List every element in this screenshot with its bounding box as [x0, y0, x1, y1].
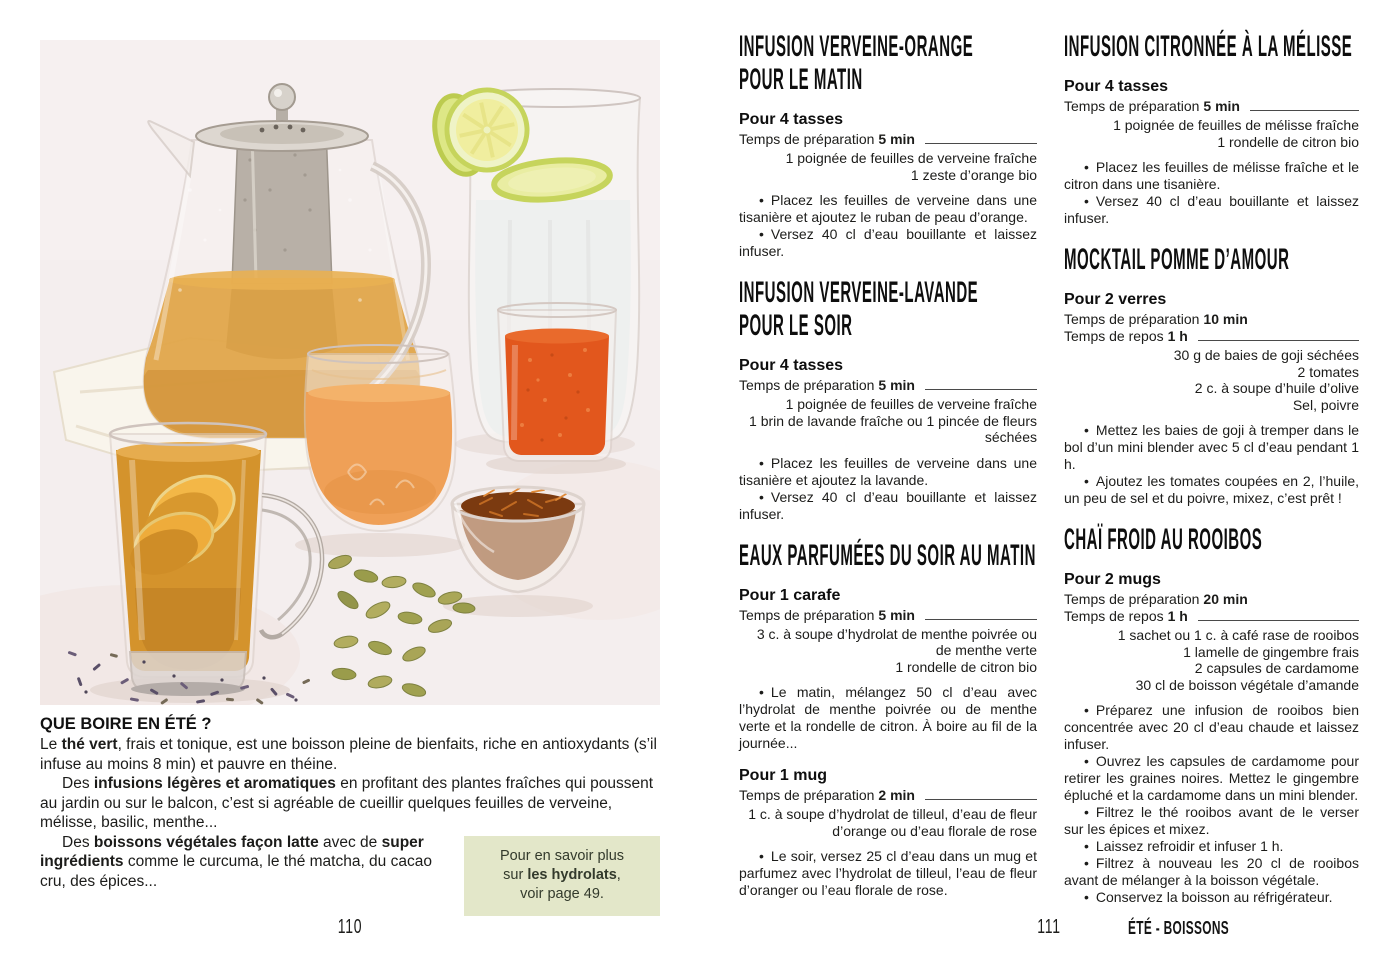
- recipe-title-line: POUR LE SOIR: [739, 309, 853, 342]
- time-label: Temps de repos: [1064, 608, 1164, 624]
- time-value: 1 h: [1167, 608, 1188, 624]
- ingredient-list: [739, 150, 1037, 183]
- ingredient-list: [1064, 347, 1359, 413]
- recipe: [739, 276, 1037, 523]
- time-line: [1064, 608, 1359, 625]
- ingredient: 1 poignée de feuilles de verveine fraîche: [785, 396, 1037, 412]
- time-line: [739, 607, 1037, 624]
- servings-label: Pour 2 mugs: [1064, 571, 1161, 588]
- recipe-title: [739, 539, 1037, 572]
- recipe-parts: [1064, 77, 1359, 227]
- step: • Le soir, versez 25 cl d’eau dans un mug et parfumez avec l’hydrolat de tilleul, l’eau de fleur d’oranger ou l’eau florale de rose.: [739, 848, 1037, 899]
- recipe-title: [739, 30, 1037, 96]
- info-box-hydrolats: [464, 836, 660, 916]
- ingredient: 30 g de baies de goji séchées: [1173, 347, 1359, 363]
- summer-drinks-photo: [40, 40, 660, 705]
- recipe-part: [739, 110, 1037, 260]
- time-rule: [925, 143, 1037, 144]
- step: • Conservez la boisson au réfrigérateur.: [1064, 889, 1359, 906]
- page-number-left: 110: [337, 916, 363, 938]
- recipe: [739, 30, 1037, 260]
- step-list: [739, 848, 1037, 899]
- recipe-part: [739, 766, 1037, 899]
- ingredient: 1 poignée de feuilles de verveine fraîche: [785, 150, 1037, 166]
- tomato-smoothie-glass: [498, 303, 616, 461]
- recipe-part: [739, 586, 1037, 753]
- time-value: 10 min: [1203, 311, 1248, 327]
- step: • Préparez une infusion de rooibos bien concentrée avec 20 cl d’eau chaude et laissez infuser.: [1064, 702, 1359, 753]
- ingredient: 30 cl de boisson végétale d’amande: [1135, 676, 1359, 693]
- time-label: Temps de repos: [1064, 328, 1164, 344]
- info-box-line: sur les hydrolats,: [503, 866, 621, 883]
- info-box-line: Pour en savoir plus: [499, 847, 625, 864]
- step: • Placez les feuilles de verveine dans une tisanière et ajoutez le ruban de peau d’orange.: [739, 192, 1037, 226]
- servings-label: Pour 1 mug: [739, 767, 828, 784]
- time-label: Temps de préparation: [1064, 311, 1200, 327]
- chai-latte-glass: [305, 345, 456, 531]
- time-value: 1 h: [1167, 328, 1188, 344]
- recipe-part: [1064, 77, 1359, 227]
- time-lines: [739, 377, 1037, 394]
- recipe-title-line: INFUSION CITRONNÉE À LA MÉLISSE: [1064, 30, 1353, 63]
- step: • Versez 40 cl d’eau bouillante et laissez infuser.: [739, 489, 1037, 523]
- bottom-row: [40, 833, 660, 916]
- time-line: [1064, 328, 1359, 345]
- recipe-parts: [739, 586, 1037, 900]
- ingredient: Sel, poivre: [1292, 396, 1359, 413]
- chapter-footer: ÉTÉ - BOISSONS: [1128, 918, 1230, 938]
- step: • Ouvrez les capsules de cardamome pour retirer les graines noires. Mettez le gingembre épluché et la cardamome dans un mini blender.: [1064, 753, 1359, 804]
- recipe-parts: [1064, 290, 1359, 507]
- recipe-title: [739, 276, 1037, 342]
- left-page-heading: QUE BOIRE EN ÉTÉ ?: [40, 715, 212, 733]
- recipe-title-line: EAUX PARFUMÉES DU SOIR AU MATIN: [739, 538, 1036, 572]
- time-label: Temps de préparation: [739, 131, 875, 147]
- time-line: [1064, 98, 1359, 115]
- step: • Versez 40 cl d’eau bouillante et laissez infuser.: [1064, 193, 1359, 227]
- paragraph-boissons-vegetales: Des boissons végétales façon latte avec de super ingrédients comme le curcuma, le thé matcha, du cacao cru, des épices...: [40, 833, 432, 890]
- step-list: [739, 455, 1037, 523]
- time-lines: [739, 787, 1037, 804]
- time-label: Temps de préparation: [1064, 98, 1200, 114]
- time-value: 2 min: [878, 787, 915, 803]
- recipe-part: [739, 356, 1037, 523]
- recipe-parts: [1064, 570, 1359, 906]
- intro-paragraph-the-vert: Le thé vert, frais et tonique, est une boisson pleine de bienfaits, riche en antioxydants (s’il infuse au moins 8 min) et pauvre en théine.: [40, 736, 657, 773]
- recipe-title: [1064, 243, 1359, 276]
- paragraph-infusions: Des infusions légères et aromatiques en profitant des plantes fraîches qui poussent au jardin ou sur le balcon, c’est si agréable de cueillir quelques feuilles de verveine, mélisse, basilic, menthe...: [40, 775, 654, 831]
- time-value: 20 min: [1203, 591, 1248, 607]
- recipe-parts: [739, 356, 1037, 523]
- time-value: 5 min: [878, 606, 915, 623]
- left-page-text: [40, 714, 660, 916]
- time-line: [739, 377, 1037, 394]
- recipe-part: [1064, 570, 1359, 906]
- ingredient: 1 c. à soupe d’hydrolat de tilleul, d’eau de fleur d’orange ou d’eau florale de rose: [748, 806, 1037, 839]
- step: • Placez les feuilles de verveine dans une tisanière et ajoutez la lavande.: [739, 455, 1037, 489]
- ingredient: 2 capsules de cardamome: [1194, 660, 1359, 676]
- recipe-column-right: [1064, 30, 1359, 922]
- recipe-part: [1064, 290, 1359, 507]
- ingredient: 1 zeste d’orange bio: [910, 166, 1037, 183]
- step: • Le matin, mélangez 50 cl d’eau avec l’hydrolat de menthe poivrée ou de menthe verte et la rondelle de citron. À boire au fil de la journée...: [739, 684, 1037, 752]
- time-lines: [739, 131, 1037, 148]
- recipe-title-line: INFUSION VERVEINE-ORANGE: [739, 30, 974, 63]
- time-line: [739, 787, 1037, 804]
- servings-label: Pour 2 verres: [1064, 291, 1167, 308]
- servings-label: Pour 4 tasses: [739, 111, 844, 128]
- recipe: [739, 539, 1037, 900]
- ingredient: 1 rondelle de citron bio: [895, 658, 1037, 675]
- time-lines: [1064, 311, 1359, 345]
- step-list: [1064, 422, 1359, 507]
- step: • Placez les feuilles de mélisse fraîche et le citron dans une tisanière.: [1064, 159, 1359, 193]
- step-list: [739, 684, 1037, 752]
- step: • Filtrez le thé rooibos avant de le verser sur les épices et mixez.: [1064, 804, 1359, 838]
- time-value: 5 min: [878, 377, 915, 393]
- time-lines: [1064, 98, 1359, 115]
- step: • Laissez refroidir et infuser 1 h.: [1064, 838, 1359, 855]
- recipe-column-left: [739, 30, 1037, 915]
- ingredient-list: [739, 626, 1037, 676]
- page-number-right: 111: [1037, 916, 1061, 938]
- step: • Filtrez à nouveau les 20 cl de rooibos avant de mélanger à la boisson végétale.: [1064, 855, 1359, 889]
- time-label: Temps de préparation: [1064, 591, 1200, 607]
- time-line: [739, 131, 1037, 148]
- time-rule: [1198, 620, 1359, 621]
- recipe-title-line: MOCKTAIL POMME D’AMOUR: [1064, 243, 1290, 276]
- step-list: [739, 192, 1037, 260]
- time-rule: [1250, 110, 1359, 111]
- time-label: Temps de préparation: [739, 606, 875, 623]
- recipe: [1064, 523, 1359, 906]
- time-value: 5 min: [878, 131, 915, 147]
- time-lines: [1064, 591, 1359, 625]
- time-line: [1064, 591, 1359, 608]
- recipe-title-line: INFUSION VERVEINE-LAVANDE: [739, 276, 979, 309]
- ingredient-list: [1064, 117, 1359, 150]
- time-rule: [925, 389, 1037, 390]
- info-box-line: voir page 49.: [520, 885, 604, 902]
- recipe-title: [1064, 30, 1359, 63]
- time-line: [1064, 311, 1359, 328]
- ingredient: 1 brin de lavande fraîche ou 1 pincée de fleurs séchées: [749, 412, 1037, 445]
- servings-label: Pour 1 carafe: [739, 586, 841, 604]
- step: • Ajoutez les tomates coupées en 2, l’huile, un peu de sel et du poivre, mixez, c’est prêt !: [1064, 473, 1359, 507]
- recipe-title-line: CHAÏ FROID AU ROOIBOS: [1064, 523, 1263, 556]
- ingredient-list: [739, 396, 1037, 446]
- time-value: 5 min: [1203, 98, 1240, 114]
- step: • Versez 40 cl d’eau bouillante et laissez infuser.: [739, 226, 1037, 260]
- ingredient-list: [739, 806, 1037, 839]
- time-label: Temps de préparation: [739, 787, 875, 803]
- recipe-parts: [739, 110, 1037, 260]
- ingredient-list: [1064, 627, 1359, 693]
- recipe: [1064, 243, 1359, 507]
- recipe: [1064, 30, 1359, 227]
- step-list: [1064, 702, 1359, 906]
- time-rule: [925, 619, 1037, 620]
- ingredient: 1 poignée de feuilles de mélisse fraîche: [1113, 117, 1359, 133]
- ingredient: 2 c. à soupe d’huile d’olive: [1194, 380, 1359, 396]
- recipe-title-line: POUR LE MATIN: [739, 63, 863, 96]
- recipe-title: [1064, 523, 1359, 556]
- ingredient: 1 sachet ou 1 c. à café rase de rooibos: [1117, 627, 1359, 643]
- servings-label: Pour 4 tasses: [739, 357, 844, 374]
- servings-label: Pour 4 tasses: [1064, 78, 1169, 95]
- ingredient: 1 rondelle de citron bio: [1217, 133, 1359, 150]
- time-label: Temps de préparation: [739, 377, 875, 393]
- time-lines: [739, 607, 1037, 624]
- time-rule: [925, 799, 1037, 800]
- step-list: [1064, 159, 1359, 227]
- time-rule: [1198, 340, 1359, 341]
- ingredient: 1 lamelle de gingembre frais: [1183, 643, 1359, 660]
- ingredient: 3 c. à soupe d’hydrolat de menthe poivrée ou de menthe verte: [756, 625, 1037, 658]
- ingredient: 2 tomates: [1297, 363, 1359, 380]
- step: • Mettez les baies de goji à tremper dans le bol d’un mini blender avec 5 cl d’eau pendant 1 h.: [1064, 422, 1359, 473]
